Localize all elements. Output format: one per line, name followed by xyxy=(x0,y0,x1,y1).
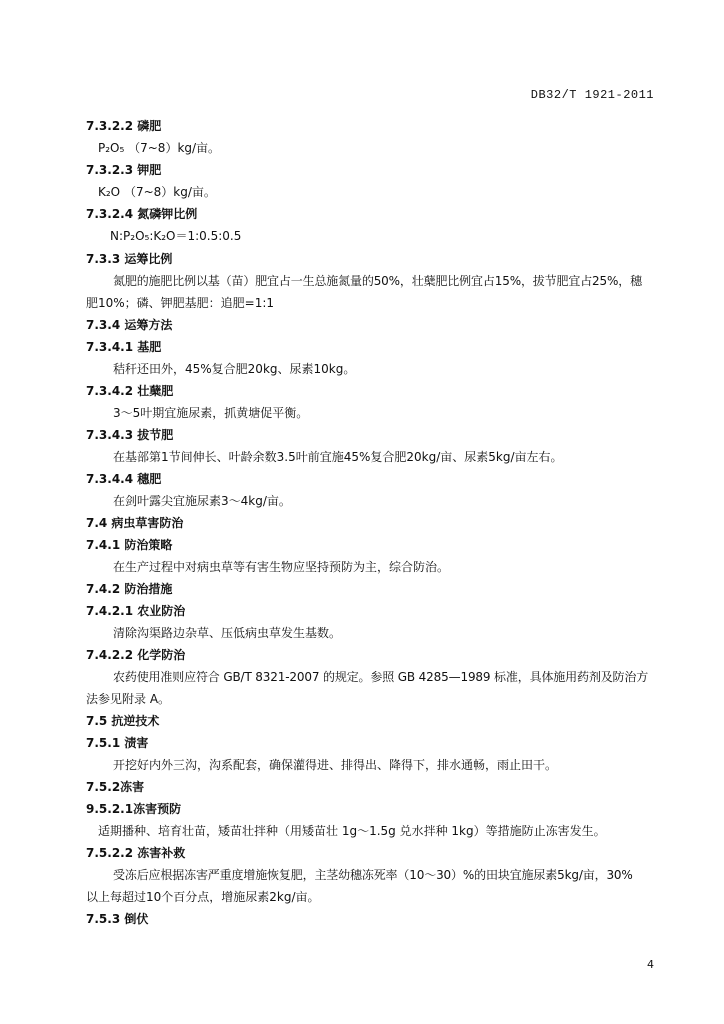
section-heading-7-4-1: 7.4.1 防治策略 xyxy=(86,538,173,552)
paragraph-panicle-fertilizer: 在剑叶露尖宜施尿素3～4kg/亩。 xyxy=(113,494,291,508)
paragraph-waterlogging: 开挖好内外三沟，沟系配套，确保灌得进、排得出、降得下，排水通畅，雨止田干。 xyxy=(113,758,558,772)
paragraph-chemical-control-line-1: 农药使用准则应符合 GB/T 8321-2007 的规定。参照 GB 4285—1989 标准，具体施用药剂及防治方 xyxy=(113,670,649,684)
section-heading-7-5-1: 7.5.1 渍害 xyxy=(86,736,149,750)
section-heading-7-5-2: 7.5.2冻害 xyxy=(86,780,145,794)
section-heading-7-3-4-2: 7.3.4.2 壮蘖肥 xyxy=(86,384,174,398)
section-heading-7-3-2-4: 7.3.2.4 氮磷钾比例 xyxy=(86,207,198,221)
section-heading-7-4-2: 7.4.2 防治措施 xyxy=(86,582,173,596)
section-heading-7-5-2-2: 7.5.2.2 冻害补救 xyxy=(86,846,186,860)
paragraph-jointing-fertilizer: 在基部第1节间伸长、叶龄余数3.5叶前宜施45%复合肥20kg/亩、尿素5kg/亩左右。 xyxy=(113,450,563,464)
paragraph-agricultural-control: 清除沟渠路边杂草、压低病虫草发生基数。 xyxy=(113,626,342,640)
paragraph-phosphate-rate: P₂O₅ （7~8）kg/亩。 xyxy=(98,141,221,155)
page-number: 4 xyxy=(647,958,654,971)
section-heading-7-3-4-3: 7.3.4.3 拔节肥 xyxy=(86,428,174,442)
section-heading-7-3-2-2: 7.3.2.2 磷肥 xyxy=(86,119,162,133)
section-heading-7-3-2-3: 7.3.2.3 钾肥 xyxy=(86,163,162,177)
paragraph-control-strategy: 在生产过程中对病虫草等有害生物应坚持预防为主，综合防治。 xyxy=(113,560,450,574)
paragraph-base-fertilizer: 秸秆还田外，45%复合肥20kg、尿素10kg。 xyxy=(113,362,356,376)
section-heading-7-4-2-1: 7.4.2.1 农业防治 xyxy=(86,604,186,618)
paragraph-chemical-control-line-2: 法参见附录 A。 xyxy=(86,692,171,706)
document-code: DB32/T 1921-2011 xyxy=(530,88,654,102)
section-heading-9-5-2-1: 9.5.2.1冻害预防 xyxy=(86,802,182,816)
paragraph-frost-remedy-line-2: 以上每超过10个百分点，增施尿素2kg/亩。 xyxy=(86,890,320,904)
section-heading-7-3-4-1: 7.3.4.1 基肥 xyxy=(86,340,162,354)
paragraph-frost-remedy-line-1: 受冻后应根据冻害严重度增施恢复肥，主茎幼穗冻死率（10～30）%的田块宜施尿素5kg/亩，30% xyxy=(113,868,633,882)
section-heading-7-5-3: 7.5.3 倒伏 xyxy=(86,912,149,926)
section-heading-7-4: 7.4 病虫草害防治 xyxy=(86,516,184,530)
paragraph-npk-ratio: N:P₂O₅:K₂O＝1:0.5:0.5 xyxy=(110,229,242,243)
section-heading-7-3-3: 7.3.3 运筹比例 xyxy=(86,252,173,266)
section-heading-7-4-2-2: 7.4.2.2 化学防治 xyxy=(86,648,186,662)
paragraph-frost-prevention: 适期播种、培育壮苗，矮苗壮拌种（用矮苗壮 1g～1.5g 兑水拌种 1kg）等措施防止冻害发生。 xyxy=(98,824,606,838)
paragraph-ratio-line-2: 肥10%；磷、钾肥基肥：追肥=1:1 xyxy=(86,296,275,310)
section-heading-7-3-4-4: 7.3.4.4 穗肥 xyxy=(86,472,162,486)
paragraph-ratio-line-1: 氮肥的施肥比例以基（苗）肥宜占一生总施氮量的50%，壮蘖肥比例宜占15%，拔节肥宜占25%，穗 xyxy=(113,274,642,288)
paragraph-potash-rate: K₂O （7~8）kg/亩。 xyxy=(98,185,216,199)
section-heading-7-3-4: 7.3.4 运筹方法 xyxy=(86,318,173,332)
section-heading-7-5: 7.5 抗逆技术 xyxy=(86,714,160,728)
paragraph-tiller-fertilizer: 3～5叶期宜施尿素，抓黄塘促平衡。 xyxy=(113,406,309,420)
